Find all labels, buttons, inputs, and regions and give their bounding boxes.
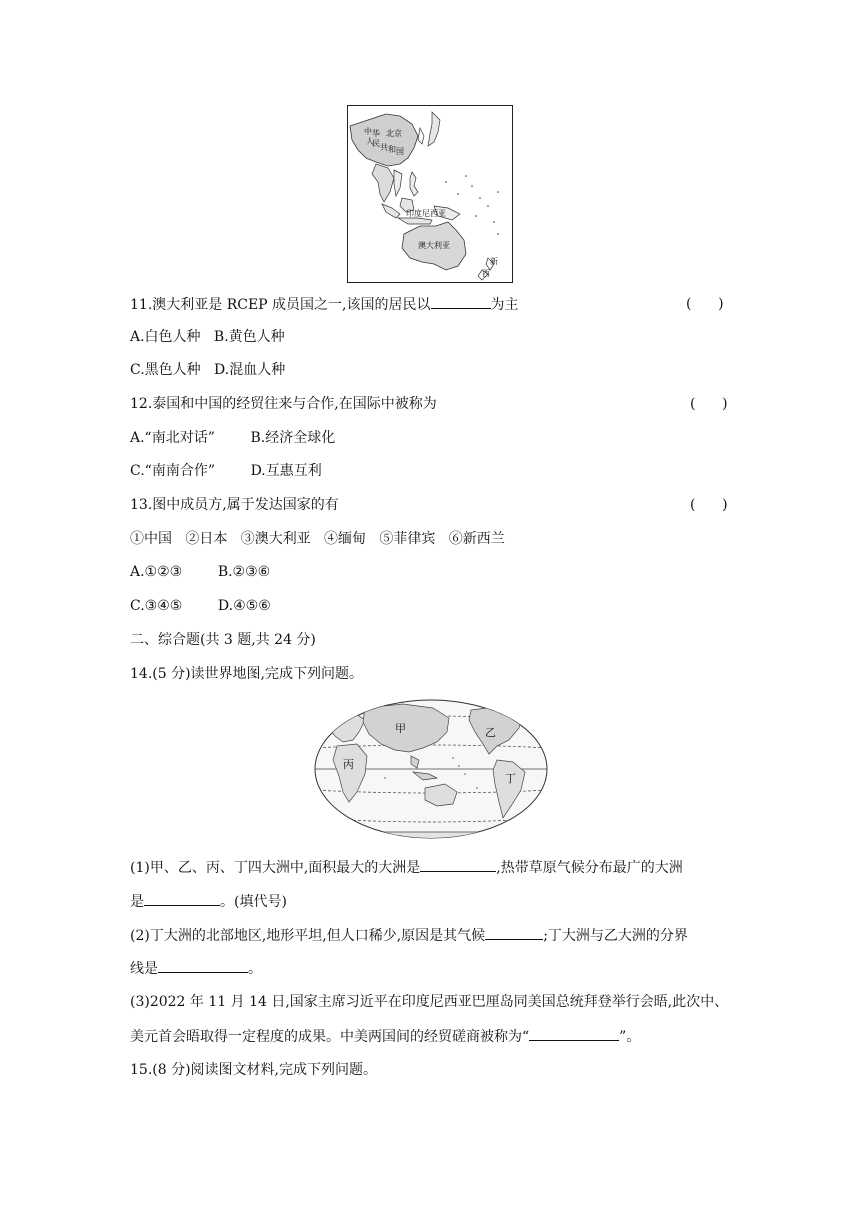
q14-part-3-cont: 美元首会晤取得一定程度的成果。中美两国间的经贸磋商被称为“ ”。 — [130, 1026, 640, 1047]
answer-blank[interactable] — [144, 891, 220, 906]
continent-label-ding: 丁 — [505, 772, 516, 785]
section-heading: 二、综合题(共 3 题,共 24 分) — [130, 632, 316, 648]
q13-list: ①中国 ②日本 ③澳大利亚 ④缅甸 ⑤菲律宾 ⑥新西兰 — [130, 531, 505, 547]
q14-part-2: (2)丁大洲的北部地区,地形平坦,但人口稀少,原因是其气候 ;丁大洲与乙大洲的分界 — [130, 925, 688, 946]
rcep-map-svg — [348, 106, 512, 282]
answer-paren-12[interactable]: ( ) — [690, 396, 728, 412]
question-15-heading: 15.(8 分)阅读图文材料,完成下列问题。 — [130, 1062, 377, 1078]
svg-text:人: 人 — [366, 137, 374, 146]
answer-blank[interactable] — [420, 857, 496, 872]
svg-text:西: 西 — [482, 269, 490, 278]
answer-blank[interactable] — [485, 925, 543, 940]
svg-text:新: 新 — [490, 257, 498, 266]
q11-option-line: A.白色人种 B.黄色人种 — [130, 329, 285, 345]
world-map-svg — [313, 698, 549, 840]
answer-blank[interactable] — [158, 958, 248, 973]
q11-option-line: C.黑色人种 D.混血人种 — [130, 362, 286, 378]
question-12: 12.泰国和中国的经贸往来与合作,在国际中被称为 — [130, 396, 437, 412]
answer-blank[interactable] — [431, 294, 491, 309]
answer-paren-13[interactable]: ( ) — [690, 497, 728, 513]
svg-text:和: 和 — [388, 145, 396, 154]
svg-text:共: 共 — [380, 143, 388, 152]
svg-text:国: 国 — [396, 147, 404, 156]
q12-option-line: A.“南北对话” B.经济全球化 — [130, 430, 336, 446]
answer-paren-11[interactable]: ( ) — [686, 296, 724, 312]
rcep-region-map — [347, 105, 513, 283]
q13-option-line: C.③④⑤ D.④⑤⑥ — [130, 598, 271, 614]
question-14-heading: 14.(5 分)读世界地图,完成下列问题。 — [130, 666, 363, 682]
continent-label-yi: 乙 — [485, 726, 496, 739]
world-map — [313, 698, 549, 840]
question-11: 11.澳大利亚是 RCEP 成员国之一,该国的居民以 为主 — [130, 294, 519, 315]
q12-option-line: C.“南南合作” D.互惠互利 — [130, 463, 322, 479]
svg-text:华: 华 — [372, 129, 380, 138]
map1-label-australia: 澳大利亚 — [418, 241, 450, 250]
question-13: 13.图中成员方,属于发达国家的有 — [130, 497, 339, 513]
svg-text:中: 中 — [364, 127, 372, 136]
continent-label-bing: 丙 — [343, 758, 354, 771]
map1-label-indonesia: 印度尼西亚 — [406, 209, 446, 218]
answer-blank[interactable] — [529, 1026, 619, 1041]
q14-part-3: (3)2022 年 11 月 14 日,国家主席习近平在印度尼西亚巴厘岛同美国总统拜登举行会晤,此次中、 — [130, 994, 729, 1010]
svg-text:民: 民 — [372, 139, 380, 148]
q14-part-1: (1)甲、乙、丙、丁四大洲中,面积最大的大洲是 ,热带草原气候分布最广的大洲 — [130, 857, 683, 878]
map1-label-beijing: 北京 — [386, 129, 402, 138]
q14-part-2-cont: 线是 。 — [130, 958, 262, 979]
q14-part-1-cont: 是 。(填代号) — [130, 891, 287, 912]
continent-label-jia: 甲 — [395, 722, 406, 735]
q13-option-line: A.①②③ B.②③⑥ — [130, 564, 271, 580]
